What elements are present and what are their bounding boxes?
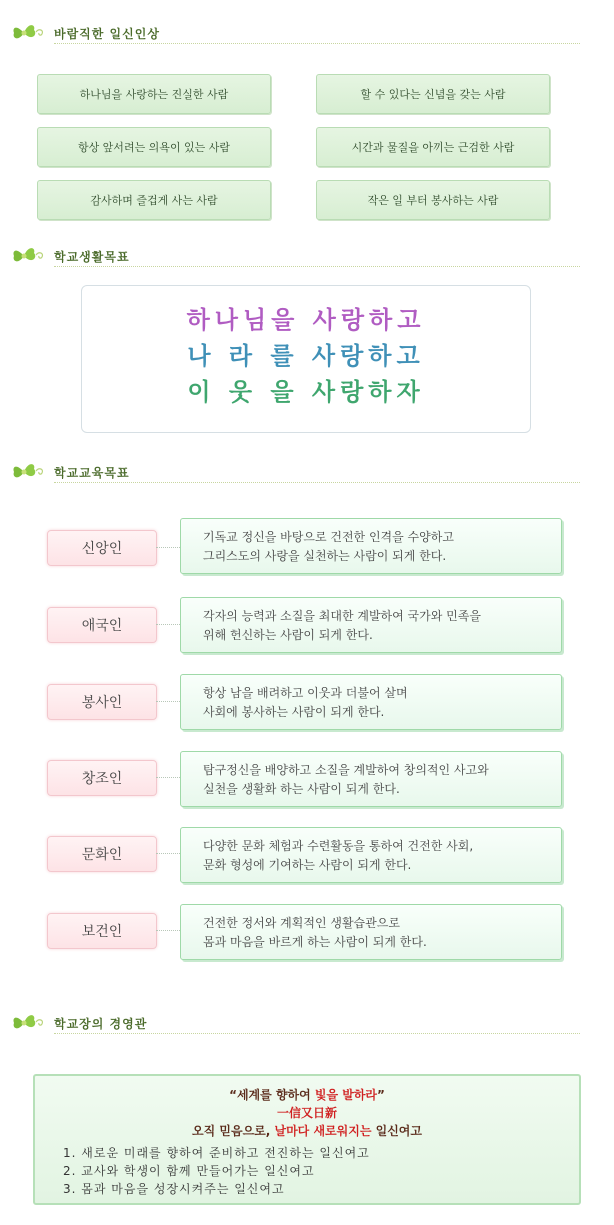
edu-goal-description [180, 674, 562, 730]
vision-quote [35, 1086, 579, 1103]
quote-highlight: 빛을 발하라 [314, 1088, 378, 1102]
connector-dots [156, 624, 180, 625]
life-goal-line: 나 라 를 사랑하고 [187, 341, 425, 370]
connector-dots [156, 547, 180, 548]
leaf-icon [10, 20, 50, 46]
connector-dots [156, 930, 180, 931]
edu-goal-line: 몸과 마음을 바르게 하는 사람이 되게 한다. [203, 935, 427, 949]
quote-text: ” [377, 1088, 385, 1102]
quote-text: “세계를 향하여 [229, 1088, 315, 1102]
vision-item: 3. 몸과 마음을 성장시켜주는 일신여고 [63, 1182, 285, 1196]
ideal-item: 할 수 있다는 신념을 갖는 사람 [316, 74, 550, 114]
connector-dots [156, 853, 180, 854]
ideal-item: 작은 일 부터 봉사하는 사람 [316, 180, 550, 220]
section-divider [54, 266, 580, 267]
life-goal-box [81, 285, 531, 433]
edu-goal-line: 항상 남을 배려하고 이웃과 더불어 살며 [203, 686, 408, 700]
ideal-item: 감사하며 즐겁게 사는 사람 [37, 180, 271, 220]
life-goal-line: 하나님을 사랑하고 [186, 305, 426, 334]
ideal-item: 하나님을 사랑하는 진실한 사람 [37, 74, 271, 114]
life-goal-line: 이 웃 을 사랑하자 [187, 377, 425, 406]
edu-goal-line: 실천을 생활화 하는 사람이 되게 한다. [203, 782, 400, 796]
edu-goal-label: 창조인 [47, 760, 157, 796]
edu-goal-description [180, 751, 562, 807]
ideal-item: 시간과 물질을 아끼는 근검한 사람 [316, 127, 550, 167]
leaf-icon [10, 1010, 50, 1036]
section-divider [54, 43, 580, 44]
edu-goal-description [180, 597, 562, 653]
edu-goal-line: 위해 헌신하는 사람이 되게 한다. [203, 628, 373, 642]
edu-goal-line: 탐구정신을 배양하고 소질을 계발하여 창의적인 사고와 [203, 763, 489, 777]
edu-goal-label: 신앙인 [47, 530, 157, 566]
edu-goal-label: 보건인 [47, 913, 157, 949]
section-divider [54, 1033, 580, 1034]
connector-dots [156, 777, 180, 778]
edu-goal-description [180, 827, 562, 883]
motto-text: 일신여고 [371, 1124, 422, 1138]
edu-goal-label: 애국인 [47, 607, 157, 643]
section-title: 학교생활목표 [54, 250, 130, 264]
edu-goal-label: 봉사인 [47, 684, 157, 720]
edu-goal-line: 다양한 문화 체험과 수련활동을 통하여 건전한 사회, [203, 839, 474, 853]
section-header-vision [10, 1010, 580, 1038]
connector-dots [156, 701, 180, 702]
edu-goal-line: 문화 형성에 기여하는 사람이 되게 한다. [203, 858, 412, 872]
section-title: 학교장의 경영관 [54, 1017, 148, 1031]
vision-hanja: 一信又日新 [276, 1106, 337, 1120]
vision-item: 2. 교사와 학생이 함께 만들어가는 일신여고 [63, 1164, 315, 1178]
vision-box [33, 1074, 581, 1205]
edu-goal-label: 문화인 [47, 836, 157, 872]
section-header-ideal [10, 20, 580, 48]
edu-goal-line: 건전한 정서와 계획적인 생활습관으로 [203, 916, 400, 930]
motto-highlight: 날마다 새로워지는 [274, 1124, 372, 1138]
section-title: 바람직한 일신인상 [54, 27, 160, 41]
vision-item: 1. 새로운 미래를 향하여 준비하고 전진하는 일신여고 [63, 1146, 370, 1160]
vision-motto [35, 1122, 579, 1139]
leaf-icon [10, 459, 50, 485]
section-divider [54, 482, 580, 483]
ideal-item: 항상 앞서려는 의욕이 있는 사람 [37, 127, 271, 167]
edu-goal-line: 그리스도의 사랑을 실천하는 사람이 되게 한다. [203, 549, 447, 563]
edu-goal-description [180, 518, 562, 574]
edu-goal-description [180, 904, 562, 960]
edu-goal-line: 각자의 능력과 소질을 최대한 계발하여 국가와 민족을 [203, 609, 481, 623]
edu-goal-line: 기독교 정신을 바탕으로 건전한 인격을 수양하고 [203, 530, 454, 544]
leaf-icon [10, 243, 50, 269]
motto-text: 오직 믿음으로, [192, 1124, 275, 1138]
section-title: 학교교육목표 [54, 466, 130, 480]
section-header-edu-goal [10, 459, 580, 487]
section-header-life-goal [10, 243, 580, 271]
edu-goal-line: 사회에 봉사하는 사람이 되게 한다. [203, 705, 385, 719]
